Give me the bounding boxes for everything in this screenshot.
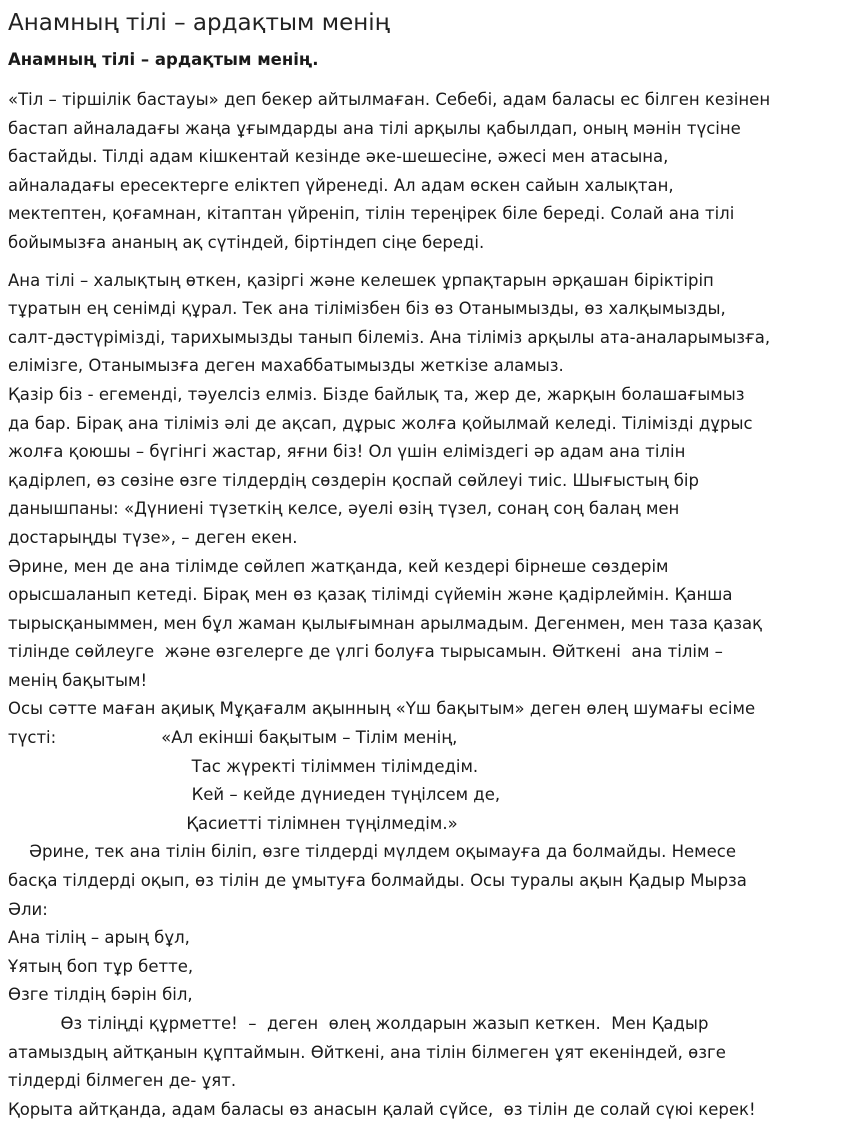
text-line: Әрине, мен де ана тілімде сөйлеп жатқанда, кей кездері бірнеше сөздерім bbox=[8, 556, 669, 576]
paragraph bbox=[8, 267, 839, 1125]
text-line: түсті: «Ал екінші бақытым – Тілім менің, bbox=[8, 728, 458, 748]
text-line: бастайды. Тілді адам кішкентай кезінде әке-шешесіне, әжесі мен атасына, bbox=[8, 147, 669, 167]
text-line: тілінде сөйлеуге және өзгелерге де үлгі болуға тырысамын. Өйткені ана тілім – bbox=[8, 642, 723, 662]
text-line: басқа тілдерді оқып, өз тілін де ұмытуға болмайды. Осы туралы ақын Қадыр Мырза bbox=[8, 871, 747, 891]
text-line: данышпаны: «Дүниені түзеткің келсе, әуелі өзің түзел, сонаң соң балаң мен bbox=[8, 499, 680, 519]
text-line: Өз тіліңді құрметте! – деген өлең жолдарын жазып кеткен. Мен Қадыр bbox=[8, 1014, 709, 1033]
text-line: жолға қоюшы – бүгінгі жастар, яғни біз! Ол үшін еліміздегі әр адам ана тілін bbox=[8, 442, 686, 462]
text-line: тырысқаныммен, мен бұл жаман қылығымнан арылмадым. Дегенмен, мен таза қазақ bbox=[8, 613, 763, 633]
paragraph-gap bbox=[8, 258, 839, 267]
text-line: Қазір біз - егеменді, тәуелсіз елміз. Бізде байлық та, жер де, жарқын болашағымыз bbox=[8, 384, 745, 404]
text-line: «Тіл – тіршілік бастауы» деп бекер айтылмаған. Себебі, адам баласы ес білген кезінен bbox=[8, 90, 771, 109]
text-line: Әрине, тек ана тілін біліп, өзге тілдерді мүлдем оқымауға да болмайды. Немесе bbox=[8, 842, 736, 862]
text-line: тілдерді білмеген де- ұят. bbox=[8, 1071, 237, 1091]
text-line: достарыңды түзе», – деген екен. bbox=[8, 527, 298, 547]
page-title: Анамның тілі – ардақтым менің bbox=[8, 10, 390, 36]
text-line: Осы сәтте маған ақиық Мұқағалм ақынның «Үш бақытым» деген өлең шумағы есіме bbox=[8, 699, 756, 719]
text-line: мектептен, қоғамнан, кітаптан үйреніп, тілін тереңірек біле береді. Солай ана тілі bbox=[8, 204, 735, 224]
text-line: Тас жүректі тіліммен тілімдедім. bbox=[8, 756, 479, 776]
text-line: орысшаланып кетеді. Бірақ мен өз қазақ тілімді сүйемін және қадірлеймін. Қанша bbox=[8, 585, 733, 605]
text-line: қадірлеп, өз сөзіне өзге тілдердің сөздерін қоспай сөйлеуі тиіс. Шығыстың бір bbox=[8, 470, 699, 490]
text-line: тұратын ең сенімді құрал. Тек ана тілімізбен біз өз Отанымызды, өз халқымызды, bbox=[8, 299, 726, 319]
text-line: салт-дәстүрімізді, тарихымызды танып білеміз. Ана тіліміз арқылы ата-аналарымызға, bbox=[8, 327, 771, 347]
text-line: бойымызға ананың ақ сүтіндей, біртіндеп сіңе береді. bbox=[8, 232, 485, 252]
text-line: айналадағы ересектерге еліктеп үйренеді. Ал адам өскен сайын халықтан, bbox=[8, 175, 674, 195]
text-line: Қасиетті тілімнен түңілмедім.» bbox=[8, 813, 458, 833]
paragraph bbox=[8, 86, 839, 258]
text-line: бастап айналадағы жаңа ұғымдарды ана тілі арқылы қабылдап, оның мәнін түсіне bbox=[8, 118, 741, 138]
text-line: менің бақытым! bbox=[8, 670, 148, 690]
text-line: да бар. Бірақ ана тіліміз әлі де ақсап, дұрыс жолға қойылмай келеді. Тілімізді дұрыс bbox=[8, 413, 753, 433]
text-line: Қорыта айтқанда, адам баласы өз анасын қалай сүйсе, өз тілін де солай сүюі керек! bbox=[8, 1099, 756, 1119]
text-line: Ұятың боп тұр бетте, bbox=[8, 956, 194, 976]
essay-body bbox=[8, 86, 839, 1124]
essay-subtitle: Анамның тілі – ардақтым менің. bbox=[8, 50, 319, 69]
text-line: Әли: bbox=[8, 899, 48, 919]
text-line: Ана тілің – арың бұл, bbox=[8, 928, 190, 948]
text-line: Өзге тілдің бәрін біл, bbox=[8, 985, 193, 1005]
text-line: Кей – кейде дүниеден түңілсем де, bbox=[8, 785, 501, 805]
text-line: атамыздың айтқанын құптаймын. Өйткені, ана тілін білмеген ұят екеніндей, өзге bbox=[8, 1042, 726, 1062]
text-line: елімізге, Отанымызға деген махаббатымызды жеткізе аламыз. bbox=[8, 356, 564, 376]
text-line: Ана тілі – халықтың өткен, қазіргі және келешек ұрпақтарын әрқашан біріктіріп bbox=[8, 270, 714, 290]
